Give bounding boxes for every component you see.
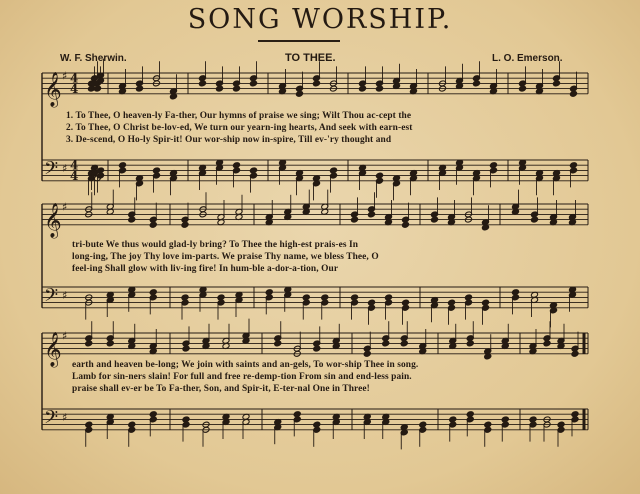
note-head [363,350,371,357]
note-head [216,85,224,92]
lyric-s3-v3: praise shall ev-er be To Fa-ther, Son, and Spir-it, E-ter-nal One in Three! [72,384,370,394]
note-head [351,216,359,223]
time-signature-top: 4 [70,158,79,173]
lyric-s1-v1: 1. To Thee, O heaven-ly Fa-ther, Our hymns of praise we sing; Wilt Thou ac-cept the [66,111,412,121]
lyric-s2-v1: tri-bute We thus would glad-ly bring? To Thee the high-est prais-es In [72,240,359,250]
note-head [400,340,408,347]
note-head [199,80,207,87]
treble-clef-icon: 𝄞 [44,331,62,367]
note-head [296,90,304,97]
bass-clef-icon: 𝄢 [44,158,59,184]
lyric-s3-v1: earth and heaven be-long; We join with saints and an-gels, To wor-ship Thee in song. [72,360,419,370]
treble-clef-icon: 𝄞 [44,71,62,107]
note-head [149,221,157,228]
note-head [313,345,321,352]
key-signature-sharp-icon: ♯ [62,329,68,343]
note-head [519,85,527,92]
note-head [233,85,241,92]
note-head [382,340,390,347]
note-head [543,340,551,347]
note-head [128,216,136,223]
lyric-s3-v2: Lamb for sin-ners slain! For full and free re-demp-tion From sin and end-less pain. [72,372,412,382]
note-head [274,340,282,347]
lyricist-credit: W. F. Sherwin. [60,53,127,64]
key-signature-sharp-icon: ♯ [62,69,68,83]
lyric-s2-v3: feel-ing Shall glow with liv-ing fire! In hum-ble a-dor-a-tion, Our [72,264,339,274]
lyric-s1-v2: 2. To Thee, O Christ be-lov-ed, We turn our yearn-ing hearts, And seek with earn-est [66,123,413,133]
note-head [531,216,539,223]
key-signature-sharp-icon: ♯ [62,410,68,424]
page-title: SONG WORSHIP. [187,4,453,35]
bass-clef-icon: 𝄢 [44,407,59,433]
note-head [553,80,561,87]
note-head [359,85,367,92]
key-signature-sharp-icon: ♯ [62,288,68,302]
key-signature-sharp-icon: ♯ [62,200,68,214]
note-head [250,80,258,87]
note-head [368,211,376,218]
composer-credit: L. O. Emerson. [492,53,563,64]
note-head [181,221,189,228]
note-head [106,340,114,347]
note-head [313,80,321,87]
key-signature-sharp-icon: ♯ [62,161,68,175]
note-head [136,85,144,92]
note-head [182,345,190,352]
note-head [402,221,410,228]
time-signature-top: 4 [70,71,79,86]
time-signature-bottom: 4 [70,168,79,183]
lyric-s1-v3: 3. De-scend, O Ho-ly Spir-it! Our wor-ship now in-spire, Till ev-'ry thought and [66,135,392,145]
note-head [473,80,481,87]
hymn-title: TO THEE. [285,52,336,64]
lyric-s2-v2: long-ing, The joy Thy love im-parts. We praise Thy name, we bless Thee, O [72,252,379,262]
note-head [570,90,578,97]
note-head [376,85,384,92]
note-head [431,216,439,223]
time-signature-bottom: 4 [70,81,79,96]
treble-clef-icon: 𝄞 [44,202,62,238]
note-head [466,340,474,347]
bass-clef-icon: 𝄢 [44,285,59,311]
note-head [571,350,579,357]
note-head [85,340,93,347]
